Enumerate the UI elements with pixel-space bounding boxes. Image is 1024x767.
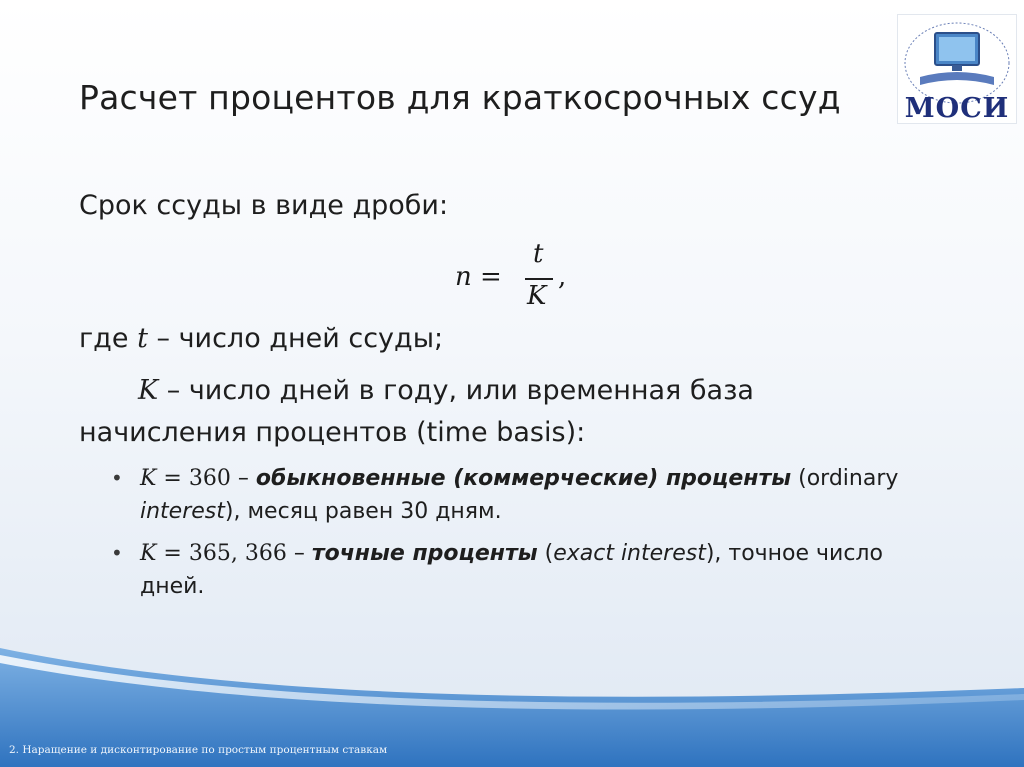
fraction-bar xyxy=(525,278,553,280)
where-k-line2: начисления процентов (time basis): xyxy=(79,417,586,448)
formula-denominator: K xyxy=(527,281,547,311)
bullet2-rest: ), точное число xyxy=(705,541,883,566)
bullet1-line2-rest: ), месяц равен 30 дням. xyxy=(224,499,502,524)
formula-lhs: n = xyxy=(455,262,502,292)
bullet2-eq: = 365, 366 xyxy=(156,541,287,566)
bullet1-dash: – xyxy=(230,466,256,491)
where-k-text: – число дней в году, или временная база xyxy=(158,375,754,406)
bullet1-eq: = 360 xyxy=(156,466,231,491)
bullet2-italic: exact interest xyxy=(553,541,706,566)
bullet1-line2-italic: interest xyxy=(140,499,225,524)
bullet1-bold: обыкновенные (коммерческие) проценты xyxy=(255,466,792,491)
bullet-dot: • xyxy=(111,466,123,490)
bullet2-var: K xyxy=(140,541,157,566)
var-k: K xyxy=(138,375,159,406)
bullet1-paren: (ordinary xyxy=(791,466,899,491)
bullet-exact xyxy=(140,537,940,603)
where-k-line xyxy=(138,375,754,406)
logo xyxy=(897,14,1017,124)
footer-text: 2. Наращение и дисконтирование по простым процентным ставкам xyxy=(9,744,388,756)
where-t-line xyxy=(79,323,443,354)
var-t: t xyxy=(137,323,148,354)
bullet1-var: K xyxy=(140,466,157,491)
bullet-ordinary xyxy=(140,462,940,528)
logo-text: МОСИ xyxy=(904,93,1010,124)
slide-title: Расчет процентов для краткосрочных ссуд xyxy=(79,78,841,117)
formula-trail: , xyxy=(558,262,567,292)
bullet2-bold: точные проценты xyxy=(311,541,538,566)
bullet2-paren: ( xyxy=(537,541,554,566)
bullet2-dash: – xyxy=(286,541,312,566)
intro-text: Срок ссуды в виде дроби: xyxy=(79,190,449,221)
bullet-dot: • xyxy=(111,541,123,565)
bullet2-line2: дней. xyxy=(140,574,205,599)
where-t-prefix: где xyxy=(79,323,138,354)
where-t-text: – число дней ссуды; xyxy=(147,323,444,354)
formula-numerator: t xyxy=(533,239,544,269)
